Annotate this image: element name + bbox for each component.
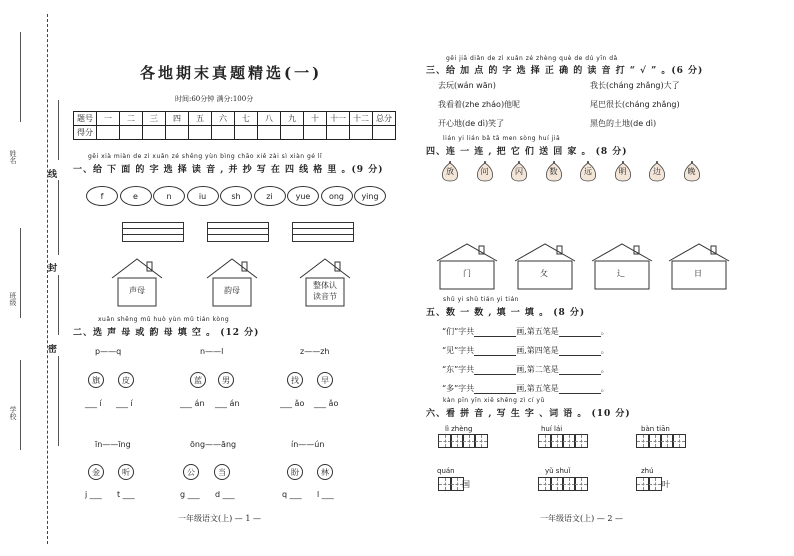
stroke-item-char: “们”字共 — [442, 327, 475, 336]
tian-grid-box[interactable] — [574, 434, 588, 448]
score-input-cell[interactable] — [189, 126, 212, 140]
pinyin-oval[interactable]: sh — [220, 186, 252, 206]
house-label-zhengti: 整体认 读音节 — [313, 281, 337, 301]
q3-pinyin: gěi jiā diǎn de zì xuǎn zé zhèng què de dú yīn dǎ — [446, 55, 618, 62]
stroke-item-char: “多”字共 — [442, 384, 475, 393]
answer-blank[interactable]: l ___ — [317, 490, 334, 499]
stroke-item-end: 。 — [600, 365, 609, 374]
peach-char: 晚 — [687, 167, 696, 176]
char-circle: 早 — [317, 372, 333, 388]
pair-in-un: ín——ún — [291, 440, 325, 449]
score-table-header-row — [74, 112, 396, 126]
name-write-line — [20, 32, 21, 122]
q5-pinyin: shǔ yi shǔ tián yi tián — [443, 296, 519, 303]
stroke-item-mid: 画,第五笔是 — [516, 384, 559, 393]
peach-char: 边 — [653, 167, 661, 176]
word-pinyin: huí lái — [541, 425, 563, 433]
stroke-count-item — [442, 345, 609, 356]
writing-grid-1[interactable] — [122, 222, 184, 242]
seal-line-3 — [58, 275, 59, 335]
school-write-line — [20, 360, 21, 450]
page-title: 各地期末真题精选(一) — [140, 64, 323, 82]
radical-house-label: 辶 — [617, 269, 625, 278]
score-input-cell[interactable] — [212, 126, 235, 140]
stroke-item-mid: 画,第五笔是 — [516, 327, 559, 336]
peach-char-card[interactable] — [647, 161, 667, 181]
tian-grid-box[interactable] — [474, 434, 488, 448]
pair-ong-ang: ōng——āng — [190, 440, 237, 449]
word-pinyin: lì zhèng — [445, 425, 473, 433]
q1-heading: 一、给 下 面 的 字 选 择 读 音 , 并 抄 写 在 四 线 格 里 。(9 分) — [73, 165, 384, 175]
stroke-count-blank[interactable] — [474, 327, 516, 337]
q4-pinyin: lián yi lián bǎ tā men sòng huí jiā — [443, 135, 561, 142]
q3-heading: 三、给 加 点 的 字 选 择 正 确 的 读 音 打 “ √ ” 。(6 分) — [426, 66, 704, 76]
char-circle: 找 — [287, 372, 303, 388]
answer-blank[interactable]: j ___ — [85, 490, 102, 499]
choice-suffix: )他呢 — [500, 100, 521, 109]
peach-char-card[interactable] — [544, 161, 564, 181]
score-label-cell: 得分 — [74, 126, 97, 140]
word-pinyin: zhú — [641, 467, 654, 475]
peach-char-card[interactable] — [509, 161, 529, 181]
choice-suffix: ) — [492, 81, 496, 90]
seal-word-feng: 封 — [48, 264, 58, 274]
score-input-cell[interactable] — [235, 126, 258, 140]
stroke-order-blank[interactable] — [559, 327, 601, 337]
q4-houses-drawing — [435, 243, 735, 291]
q4-heading: 四、连 一 连 , 把 它 们 送 回 家 。 (8 分) — [426, 147, 628, 157]
char-circle: 蓝 — [190, 372, 206, 388]
score-input-cell[interactable] — [327, 126, 350, 140]
reading-choice-item[interactable] — [438, 99, 520, 110]
peach-char-card[interactable] — [613, 161, 633, 181]
tian-grid-box[interactable] — [672, 434, 686, 448]
choice-suffix: )大了 — [660, 81, 680, 90]
pinyin-oval[interactable]: f — [86, 186, 118, 206]
peach-char: 明 — [618, 167, 627, 176]
choice-pinyin[interactable]: wán wān — [457, 81, 493, 90]
tian-grid-box[interactable] — [648, 477, 662, 491]
pinyin-oval[interactable]: iu — [187, 186, 219, 206]
choice-pinyin[interactable]: de dì — [633, 119, 653, 128]
choice-pinyin[interactable]: de dì — [465, 119, 485, 128]
score-input-cell[interactable] — [166, 126, 189, 140]
q5-heading: 五、数 一 数 , 填 一 填 。 (8 分) — [426, 308, 586, 318]
reading-choice-item[interactable] — [438, 80, 496, 91]
char-circle: 听 — [118, 464, 134, 480]
name-label: 姓名 — [9, 150, 17, 164]
q2-pinyin: xuǎn shēng mǔ huò yùn mǔ tián kòng — [98, 316, 230, 323]
score-header-cell: 总分 — [373, 112, 396, 126]
tian-grid-box[interactable] — [574, 477, 588, 491]
radical-house-label: 攵 — [540, 269, 548, 278]
seal-word-mi: 密 — [48, 345, 58, 355]
answer-blank[interactable]: ___ í — [85, 399, 102, 408]
choice-prefix: 我长( — [590, 81, 610, 90]
score-header-cell: 五 — [189, 112, 212, 126]
char-circle: 男 — [218, 372, 234, 388]
stroke-order-blank[interactable] — [559, 365, 601, 375]
stroke-item-char: “东”字共 — [442, 365, 475, 374]
fold-line — [47, 14, 48, 544]
score-header-cell: 七 — [235, 112, 258, 126]
stroke-order-blank[interactable] — [559, 384, 601, 394]
pinyin-oval[interactable]: ong — [321, 186, 353, 206]
class-write-line — [20, 228, 21, 318]
answer-blank[interactable]: ___ án — [215, 399, 240, 408]
binding-margin — [0, 0, 62, 556]
choice-suffix: )笑了 — [484, 119, 505, 128]
score-input-cell[interactable] — [281, 126, 304, 140]
char-circle: 林 — [317, 464, 333, 480]
q1-pinyin: gěi xià miàn de zì xuǎn zé shēng yùn bìng chāo xiě zài sì xiàn gé lǐ — [88, 153, 323, 160]
answer-blank[interactable]: ___ ǎo — [314, 399, 339, 408]
score-header-cell: 九 — [281, 112, 304, 126]
answer-blank[interactable]: q ___ — [282, 490, 302, 499]
choice-prefix: 尾巴很长( — [590, 100, 626, 109]
char-circle: 旗 — [88, 372, 104, 388]
peach-char: 问 — [480, 167, 489, 176]
score-header-cell: 六 — [212, 112, 235, 126]
reading-choice-item[interactable] — [590, 99, 680, 110]
choice-prefix: 我看着( — [438, 100, 466, 109]
choice-prefix: 开心地( — [438, 119, 466, 128]
house-label-shengmu: 声母 — [129, 286, 145, 295]
stroke-item-end: 。 — [600, 346, 609, 355]
seal-line-2 — [58, 180, 59, 255]
peach-char: 远 — [584, 167, 592, 176]
score-header-cell: 二 — [120, 112, 143, 126]
pinyin-oval[interactable]: zi — [254, 186, 286, 206]
choice-pinyin[interactable]: cháng zhǎng — [625, 100, 677, 109]
peach-char: 放 — [446, 167, 454, 176]
house-label-yunmu: 韵母 — [224, 286, 240, 295]
choice-pinyin[interactable]: cháng zhǎng — [609, 81, 661, 90]
reading-choice-item[interactable] — [590, 118, 656, 129]
score-input-cell[interactable] — [258, 126, 281, 140]
answer-blank[interactable]: g ___ — [180, 490, 200, 499]
radical-house-label: 日 — [694, 269, 702, 278]
stroke-count-item — [442, 364, 609, 375]
word-pinyin: yǔ shuǐ — [545, 467, 571, 475]
char-circle: 盼 — [287, 464, 303, 480]
radical-house-label: 门 — [463, 269, 471, 278]
peach-char-card[interactable] — [682, 161, 702, 181]
class-label: 班级 — [9, 292, 17, 306]
score-input-cell[interactable] — [373, 126, 396, 140]
pair-p-q: p——q — [95, 347, 122, 356]
peach-char-card[interactable] — [475, 161, 495, 181]
q6-pinyin: kàn pīn yīn xiě shēng zì cí yǔ — [443, 397, 545, 404]
q1-houses-drawing — [110, 258, 410, 308]
char-circle: 当 — [214, 464, 230, 480]
stroke-count-item — [442, 326, 609, 337]
q2-heading: 二、选 声 母 或 韵 母 填 空 。 (12 分) — [73, 328, 260, 338]
stroke-count-item — [442, 383, 609, 394]
score-header-cell: 四 — [166, 112, 189, 126]
reading-choice-item[interactable] — [438, 118, 504, 129]
score-header-cell: 十二 — [350, 112, 373, 126]
score-input-cell[interactable] — [350, 126, 373, 140]
score-header-cell: 十一 — [327, 112, 350, 126]
choice-suffix: ) — [676, 100, 680, 109]
score-table-score-row — [74, 126, 396, 140]
writing-grid-2[interactable] — [207, 222, 269, 242]
pair-n-l: n——l — [200, 347, 224, 356]
seal-line-4 — [58, 356, 59, 446]
pinyin-oval[interactable]: e — [120, 186, 152, 206]
pinyin-oval[interactable]: ying — [354, 186, 386, 206]
given-char-ye: 叶 — [662, 480, 670, 489]
given-char-guo: 国 — [462, 480, 470, 489]
score-header-cell: 八 — [258, 112, 281, 126]
word-pinyin: bàn tiān — [641, 425, 670, 433]
choice-prefix: 去玩( — [438, 81, 458, 90]
choice-suffix: ) — [652, 119, 657, 128]
char-circle: 皮 — [118, 372, 134, 388]
score-input-cell[interactable] — [97, 126, 120, 140]
score-header-cell: 题号 — [74, 112, 97, 126]
stroke-count-blank[interactable] — [474, 384, 516, 394]
score-header-cell: 一 — [97, 112, 120, 126]
word-pinyin: quán — [437, 467, 455, 475]
stroke-order-blank[interactable] — [559, 346, 601, 356]
char-circle: 金 — [88, 464, 104, 480]
choice-pinyin[interactable]: zhe zháo — [465, 100, 501, 109]
school-label: 学校 — [9, 406, 17, 420]
score-header-cell: 十 — [304, 112, 327, 126]
pair-z-zh: z——zh — [300, 347, 330, 356]
q6-heading: 六、看 拼 音 , 写 生 字 、词 语 。 (10 分) — [426, 409, 631, 419]
peach-char: 闪 — [515, 167, 523, 176]
char-circle: 公 — [183, 464, 199, 480]
peach-char-card[interactable] — [578, 161, 598, 181]
score-header-cell: 三 — [143, 112, 166, 126]
stroke-item-end: 。 — [600, 327, 609, 336]
stroke-count-blank[interactable] — [474, 346, 516, 356]
answer-blank[interactable]: ___ í — [116, 399, 133, 408]
exam-time-score: 时间:60分钟 满分:100分 — [175, 95, 254, 103]
pair-in-ing: īn——īng — [95, 440, 131, 449]
score-input-cell[interactable] — [143, 126, 166, 140]
reading-choice-item[interactable] — [590, 80, 680, 91]
peach-char-card[interactable] — [440, 161, 460, 181]
pinyin-oval[interactable]: n — [153, 186, 185, 206]
stroke-item-char: “见”字共 — [442, 346, 475, 355]
page1-footer: 一年级语文(上) — 1 — — [178, 514, 261, 523]
peach-char: 数 — [549, 167, 558, 176]
seal-line-1 — [58, 100, 59, 160]
stroke-count-blank[interactable] — [474, 365, 516, 375]
score-input-cell[interactable] — [304, 126, 327, 140]
answer-blank[interactable]: d ___ — [215, 490, 235, 499]
score-input-cell[interactable] — [120, 126, 143, 140]
stroke-item-end: 。 — [600, 384, 609, 393]
score-table — [73, 111, 396, 140]
stroke-item-mid: 画,第二笔是 — [516, 365, 559, 374]
answer-blank[interactable]: ___ án — [180, 399, 205, 408]
answer-blank[interactable]: ___ ǎo — [280, 399, 305, 408]
seal-word-xian: 线 — [48, 170, 58, 180]
stroke-item-mid: 画,第四笔是 — [516, 346, 559, 355]
answer-blank[interactable]: t ___ — [117, 490, 135, 499]
page2-footer: 一年级语文(上) — 2 — — [540, 514, 623, 523]
pinyin-oval[interactable]: yue — [287, 186, 319, 206]
choice-prefix: 黑色的土地( — [590, 119, 634, 128]
writing-grid-3[interactable] — [292, 222, 354, 242]
